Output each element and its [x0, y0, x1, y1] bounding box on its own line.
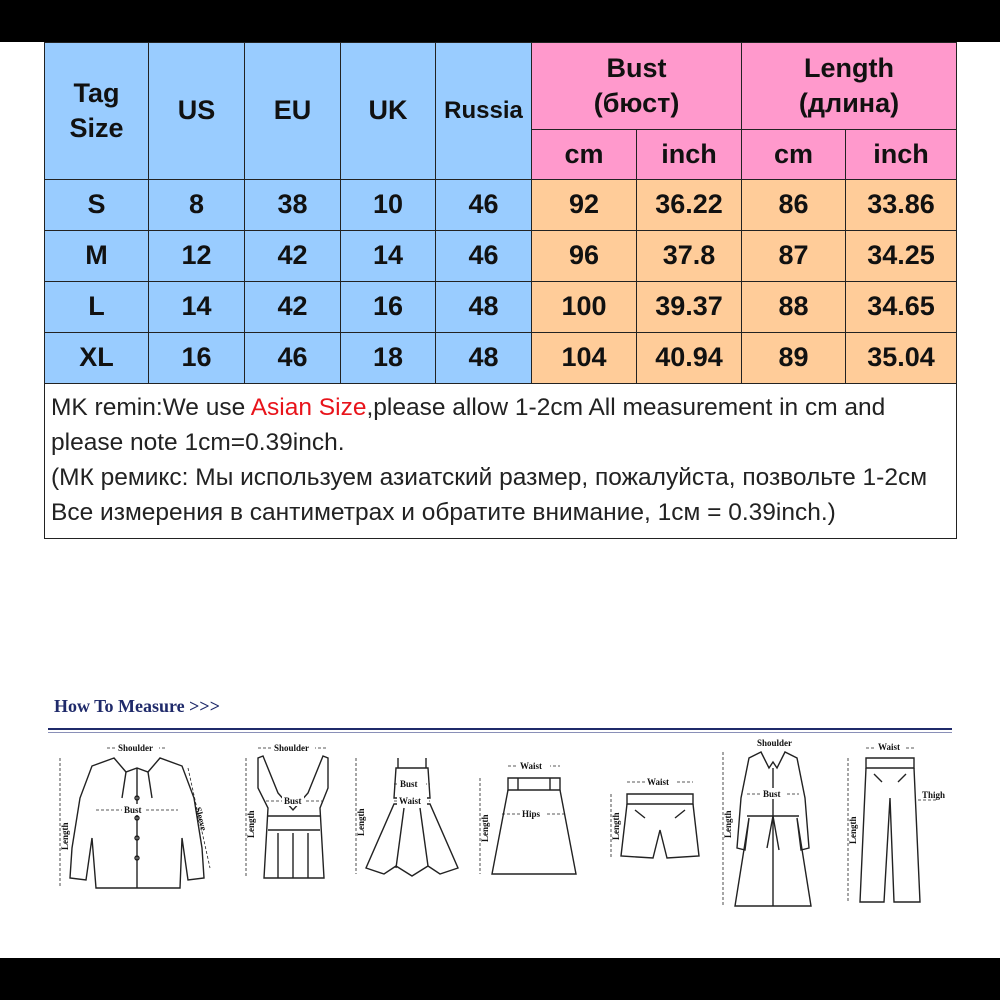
size-chart-table: [44, 42, 957, 539]
label-length: Length: [356, 808, 366, 836]
length-inch-cell: 35.04: [846, 333, 957, 384]
uk-cell: 18: [341, 333, 436, 384]
label-bust: Bust: [763, 789, 781, 799]
header-length-ru: (длина): [798, 87, 900, 118]
header-bust-label: Bust: [606, 52, 667, 83]
label-bust: Bust: [124, 805, 142, 815]
label-waist: Waist: [647, 777, 670, 787]
uk-cell: 16: [341, 282, 436, 333]
length-inch-cell: 34.65: [846, 282, 957, 333]
header-length-cm: cm: [742, 129, 846, 179]
label-length: Length: [611, 812, 621, 840]
header-uk: UK: [341, 43, 436, 180]
note-en-prefix: MK remin:We use: [51, 394, 251, 421]
shorts-figure: [593, 738, 713, 898]
header-bust-cm: cm: [532, 129, 637, 179]
label-bust: Bust: [400, 779, 418, 789]
size-cell: XL: [45, 333, 149, 384]
label-length: Length: [60, 822, 70, 850]
dress-figure: [348, 738, 468, 898]
size-cell: S: [45, 180, 149, 231]
bust-cm-cell: 100: [532, 282, 637, 333]
bust-inch-cell: 37.8: [637, 231, 742, 282]
us-cell: 12: [149, 231, 245, 282]
label-waist: Waist: [399, 796, 422, 806]
header-us: US: [149, 43, 245, 180]
title-underline-thin: [48, 732, 952, 733]
header-bust-inch: inch: [637, 129, 742, 179]
length-cm-cell: 89: [742, 333, 846, 384]
note-ru: (МК ремикс: Мы используем азиатский размер, пожалуйста, позвольте 1-2см Все измерения в сантиметрах и обратите внимание, 1см = 0.39inch.): [51, 464, 928, 526]
label-waist: Waist: [878, 742, 901, 752]
size-cell: M: [45, 231, 149, 282]
label-sleeve: Sleeve: [193, 805, 209, 832]
eu-cell: 42: [245, 231, 341, 282]
bottom-black-band: [0, 958, 1000, 1000]
label-length: Length: [848, 816, 858, 844]
trousers-figure: [838, 738, 952, 918]
russia-cell: 48: [436, 333, 532, 384]
length-cm-cell: 88: [742, 282, 846, 333]
label-bust: Bust: [284, 796, 302, 806]
label-length: Length: [723, 810, 733, 838]
us-cell: 16: [149, 333, 245, 384]
title-underline: [48, 728, 952, 730]
russia-cell: 48: [436, 282, 532, 333]
top-black-band: [0, 0, 1000, 42]
bust-inch-cell: 40.94: [637, 333, 742, 384]
table-row: [45, 282, 957, 333]
table-row: [45, 333, 957, 384]
size-note: [45, 384, 957, 539]
label-waist: Waist: [520, 761, 543, 771]
header-bust-ru: (бюст): [593, 87, 680, 118]
russia-cell: 46: [436, 180, 532, 231]
table-row: [45, 231, 957, 282]
header-eu: EU: [245, 43, 341, 180]
eu-cell: 42: [245, 282, 341, 333]
bust-cm-cell: 92: [532, 180, 637, 231]
label-length: Length: [246, 810, 256, 838]
header-length-label: Length: [804, 52, 895, 83]
bust-cm-cell: 104: [532, 333, 637, 384]
note-row: [45, 384, 957, 539]
uk-cell: 14: [341, 231, 436, 282]
vest-figure: [228, 738, 348, 898]
russia-cell: 46: [436, 231, 532, 282]
header-tag-size: Tag Size: [45, 43, 149, 180]
header-length: [742, 43, 957, 130]
length-inch-cell: 33.86: [846, 180, 957, 231]
eu-cell: 38: [245, 180, 341, 231]
label-shoulder: Shoulder: [757, 738, 793, 748]
blouse-figure: [52, 738, 222, 898]
label-hips: Hips: [522, 809, 541, 819]
eu-cell: 46: [245, 333, 341, 384]
length-cm-cell: 86: [742, 180, 846, 231]
note-asian-size: Asian Size: [250, 394, 367, 421]
header-bust: [532, 43, 742, 130]
label-shoulder: Shoulder: [274, 743, 310, 753]
label-length: Length: [480, 814, 490, 842]
bust-cm-cell: 96: [532, 231, 637, 282]
how-to-measure-title: How To Measure >>>: [54, 696, 220, 716]
uk-cell: 10: [341, 180, 436, 231]
label-shoulder: Shoulder: [118, 743, 154, 753]
length-inch-cell: 34.25: [846, 231, 957, 282]
how-to-measure-section: [48, 690, 952, 940]
header-length-inch: inch: [846, 129, 957, 179]
header-russia: Russia: [436, 43, 532, 180]
table-row: [45, 180, 957, 231]
us-cell: 14: [149, 282, 245, 333]
note-en-suffix: ,please allow 1-2cm All measurement in cm and please note 1cm=0.39inch.: [51, 394, 886, 456]
header-row-1: [45, 43, 957, 130]
size-cell: L: [45, 282, 149, 333]
us-cell: 8: [149, 180, 245, 231]
coat-figure: [713, 738, 833, 918]
skirt-figure: [468, 738, 588, 898]
bust-inch-cell: 39.37: [637, 282, 742, 333]
length-cm-cell: 87: [742, 231, 846, 282]
bust-inch-cell: 36.22: [637, 180, 742, 231]
label-thigh: Thigh: [922, 790, 946, 800]
